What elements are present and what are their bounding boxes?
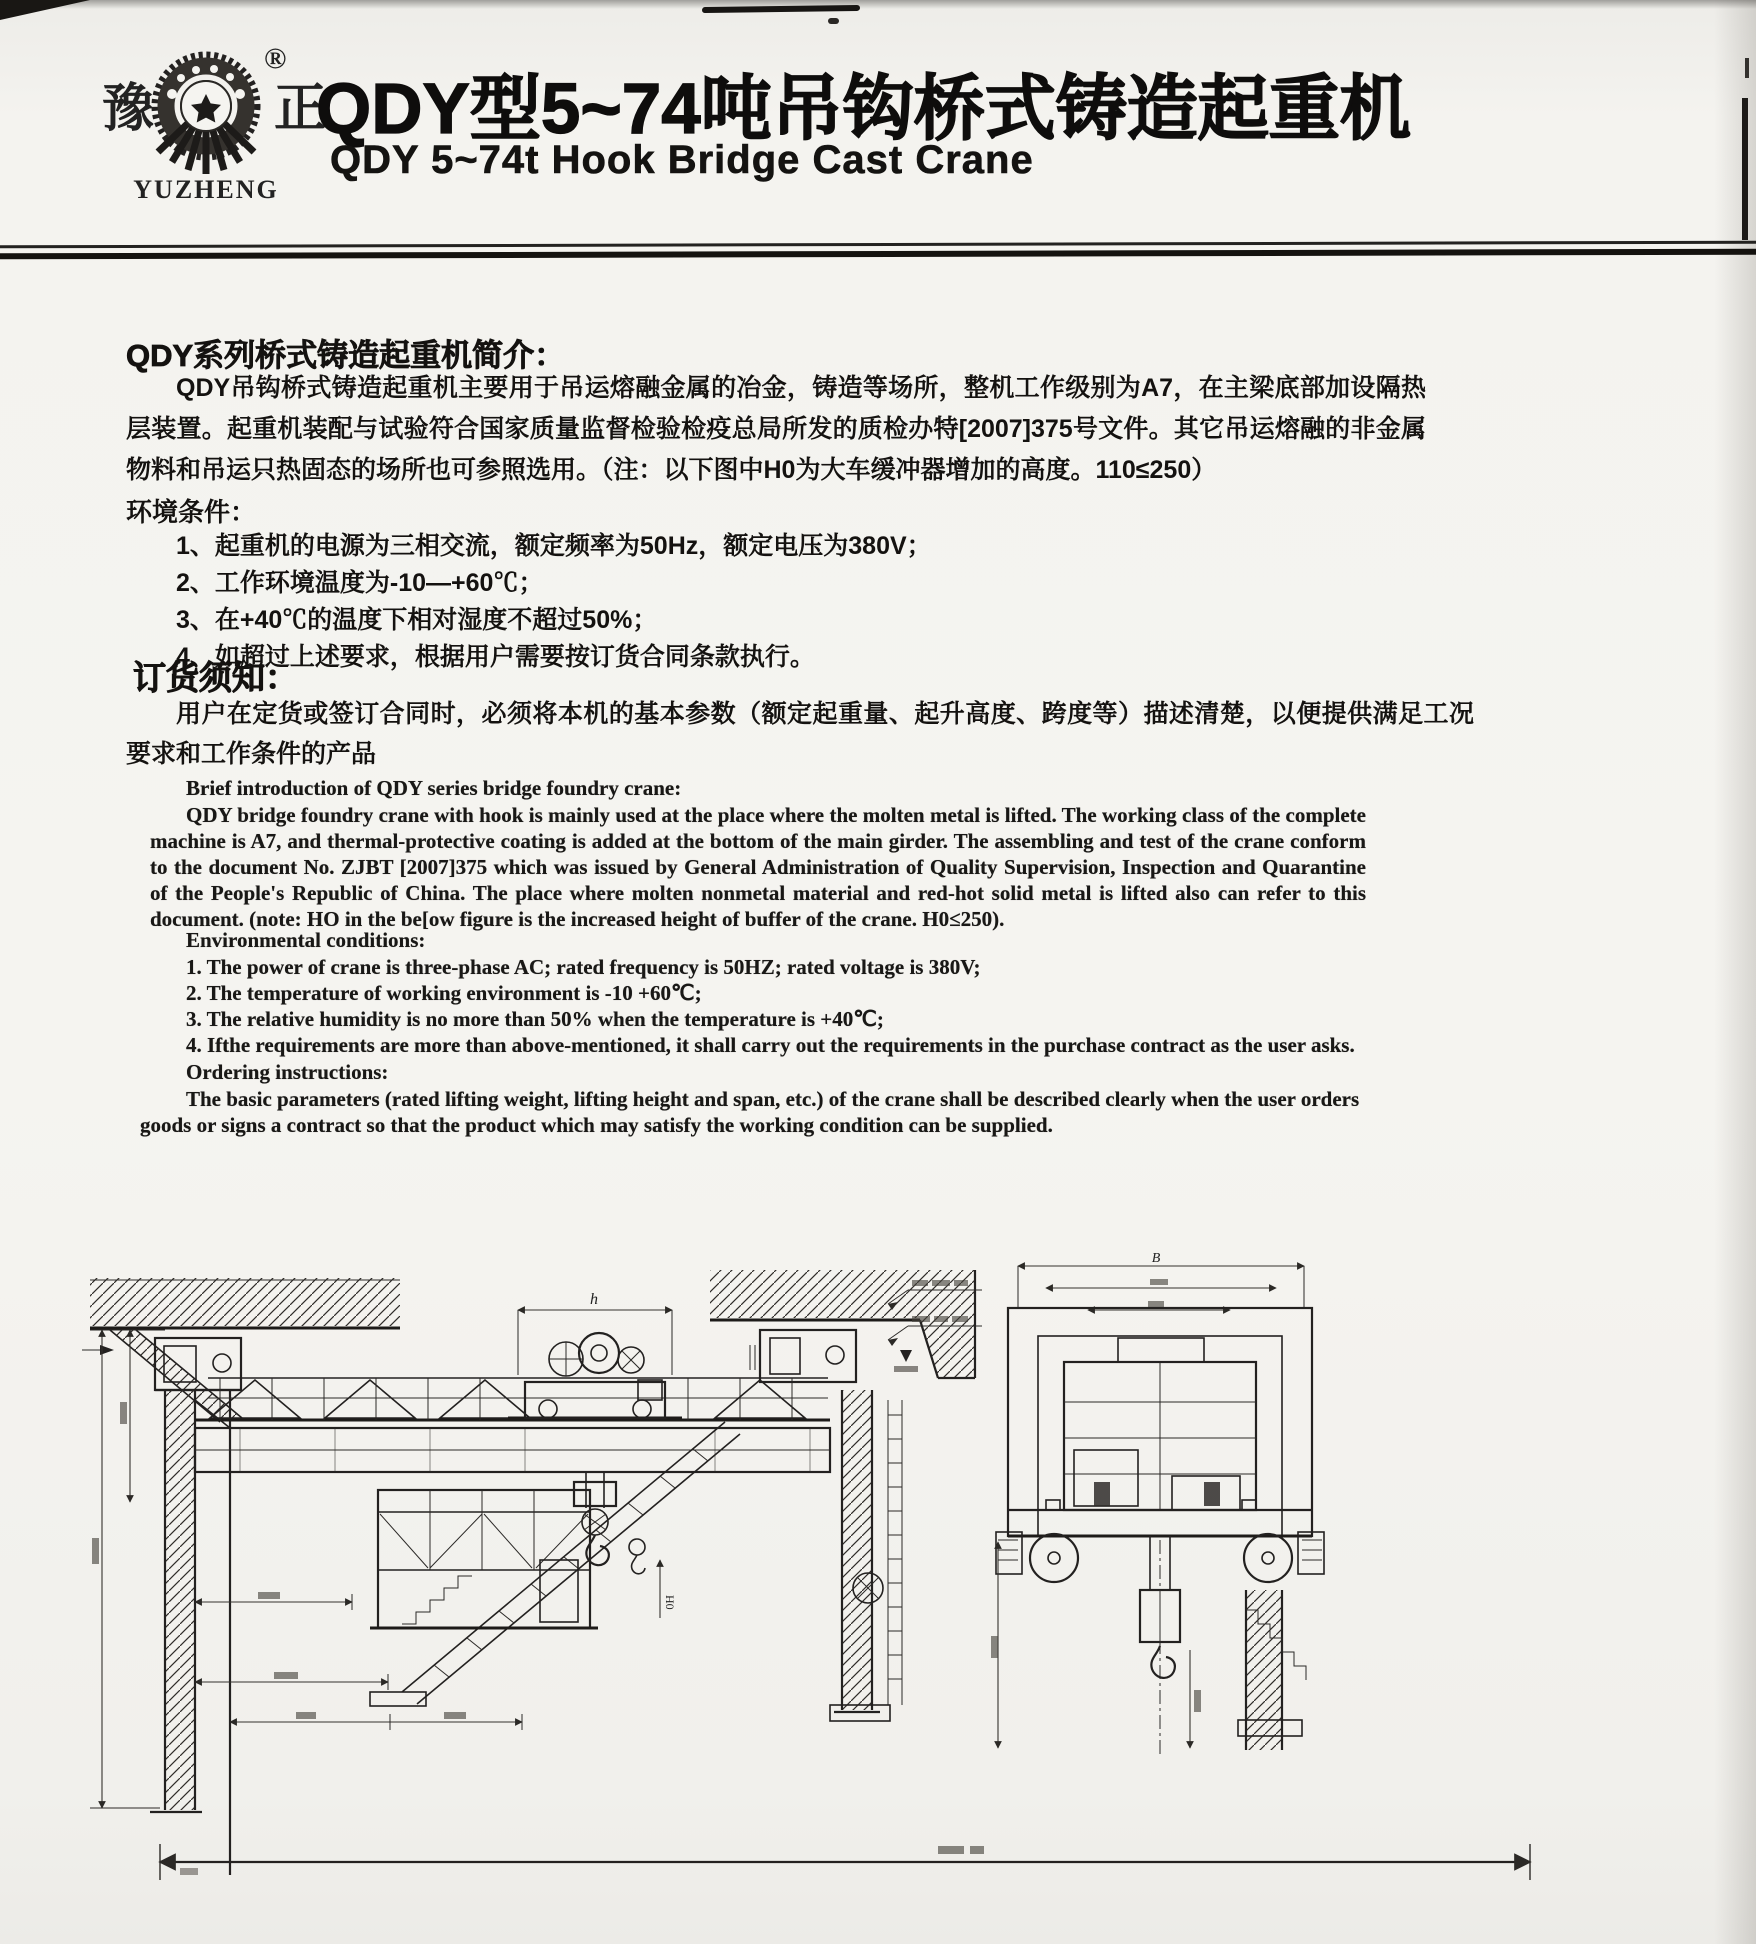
scan-corner-mark: [0, 0, 90, 20]
end-view-dimensions-top: [1018, 1251, 1304, 1310]
logo-char-left: 豫: [102, 81, 155, 138]
gear-logo-icon: [84, 34, 334, 204]
en-order-heading: Ordering instructions:: [186, 1060, 389, 1084]
cn-env-item-3: 3、在+40℃的温度下相对湿度不超过50%；: [176, 606, 658, 634]
en-intro-heading: Brief introduction of QDY series bridge foundry crane:: [186, 776, 682, 800]
cn-env-heading: 环境条件：: [126, 497, 257, 527]
cn-intro-paragraph: QDY吊钩桥式铸造起重机主要用于吊运熔融金属的冶金，铸造等场所，整机工作级别为A7，在主梁底部加设隔热层装置。起重机装配与试验符合国家质量监督检验检疫总局所发的质检办特[2007]375号文件。其它吊运熔融的非金属物料和吊运只热固态的场所也可参照选用。（注：以下图中H0为大车缓冲器增加的高度。110≤250）: [126, 374, 1426, 484]
end-view-wall-stairs: [1238, 1590, 1306, 1750]
page-title: QDY型5~74吨吊钩桥式铸造起重机: [316, 70, 1411, 149]
crane-elevation-drawing: [70, 1250, 990, 1900]
company-logo: [84, 34, 334, 204]
scan-right-shade: [1714, 0, 1756, 1944]
en-env-item-3: 3. The relative humidity is no more than 50% when the temperature is +40℃;: [186, 1007, 884, 1031]
dim-label-h: h: [590, 1291, 598, 1308]
end-view-left-dimension: [991, 1542, 998, 1748]
logo-brand-text: YUZHENG: [133, 175, 279, 204]
scan-top-dash: [702, 5, 860, 13]
bridge-girder: [195, 1420, 830, 1472]
left-dimensions: [90, 1330, 522, 1808]
en-intro-paragraph: QDY bridge foundry crane with hook is mainly used at the place where the molten metal is lifted. The working class of the complete machine is A7, and thermal-protective coating is added at the bottom of the main girder. The assembling and test of the crane conform to the document No. ZJBT [2007]375 which was issued by General Administration of Quality Supervision, Inspection and Quarantine of the People's Republic of China. The place where molten nonmetal material and red-hot solid metal is lifted also can refer to this document. (note: HO in the be[ow figure is the increased height of buffer of the crane. H0≤250).: [150, 803, 1366, 931]
end-view-trolley: [1064, 1338, 1256, 1510]
girder-railing: [208, 1378, 828, 1420]
en-env-item-1: 1. The power of crane is three-phase AC; rated frequency is 50HZ; rated voltage is 380V;: [186, 955, 981, 979]
end-view-hook: [1140, 1536, 1201, 1748]
crane-end-view-drawing: [990, 1250, 1330, 1770]
span-dimension-line: [150, 1842, 1540, 1882]
cn-env-list: [176, 528, 1416, 676]
gear-emblem: [156, 56, 256, 174]
cn-env-item-4: 4、如超过上述要求，根据用户需要按订货合同条款执行。: [176, 643, 815, 671]
cn-order-heading: 订货须知：: [133, 659, 298, 696]
logo-char-right: 正: [274, 81, 327, 138]
registered-mark-icon: ®: [264, 42, 287, 75]
trolley: [508, 1333, 682, 1418]
cn-env-item-2: 2、工作环境温度为-10—+60℃；: [176, 569, 544, 597]
header-rule-thin: [0, 241, 1756, 249]
cn-env-item-1: 1、起重机的电源为三相交流，额定频率为50Hz，额定电压为380V；: [176, 532, 932, 560]
en-env-heading: Environmental conditions:: [186, 928, 426, 952]
header-rule-thick: [0, 249, 1756, 260]
en-env-list: [186, 954, 1376, 1058]
scan-top-dot: [828, 18, 839, 24]
driver-cab: [370, 1490, 598, 1628]
page-subtitle: QDY 5~74t Hook Bridge Cast Crane: [330, 138, 1034, 182]
scan-top-shadow: [0, 0, 1756, 9]
runway-end-right: [750, 1330, 856, 1382]
building-column-left: [150, 1390, 230, 1875]
building-column-right: [830, 1390, 902, 1721]
en-order-paragraph: The basic parameters (rated lifting weight, lifting height and span, etc.) of the crane shall be described clearly when the user orders goods or signs a contract so that the product which may satisfy the working condition can be supplied.: [140, 1087, 1360, 1137]
dim-label-b: B: [1151, 1251, 1161, 1266]
en-env-item-2: 2. The temperature of working environment is -10 +60℃;: [186, 981, 702, 1005]
cn-intro-heading: QDY系列桥式铸造起重机简介：: [126, 338, 566, 373]
cn-order-paragraph: 用户在定货或签订合同时，必须将本机的基本参数（额定起重量、起升高度、跨度等）描述清楚，以便提供满足工况要求和工作条件的产品: [126, 700, 1474, 768]
en-env-item-4: 4. Ifthe requirements are more than above-mentioned, it shall carry out the requirements in the purchase contract as the user asks.: [186, 1033, 1355, 1057]
dim-label-h0: H0: [663, 1595, 677, 1610]
access-stairs: [370, 1422, 740, 1706]
